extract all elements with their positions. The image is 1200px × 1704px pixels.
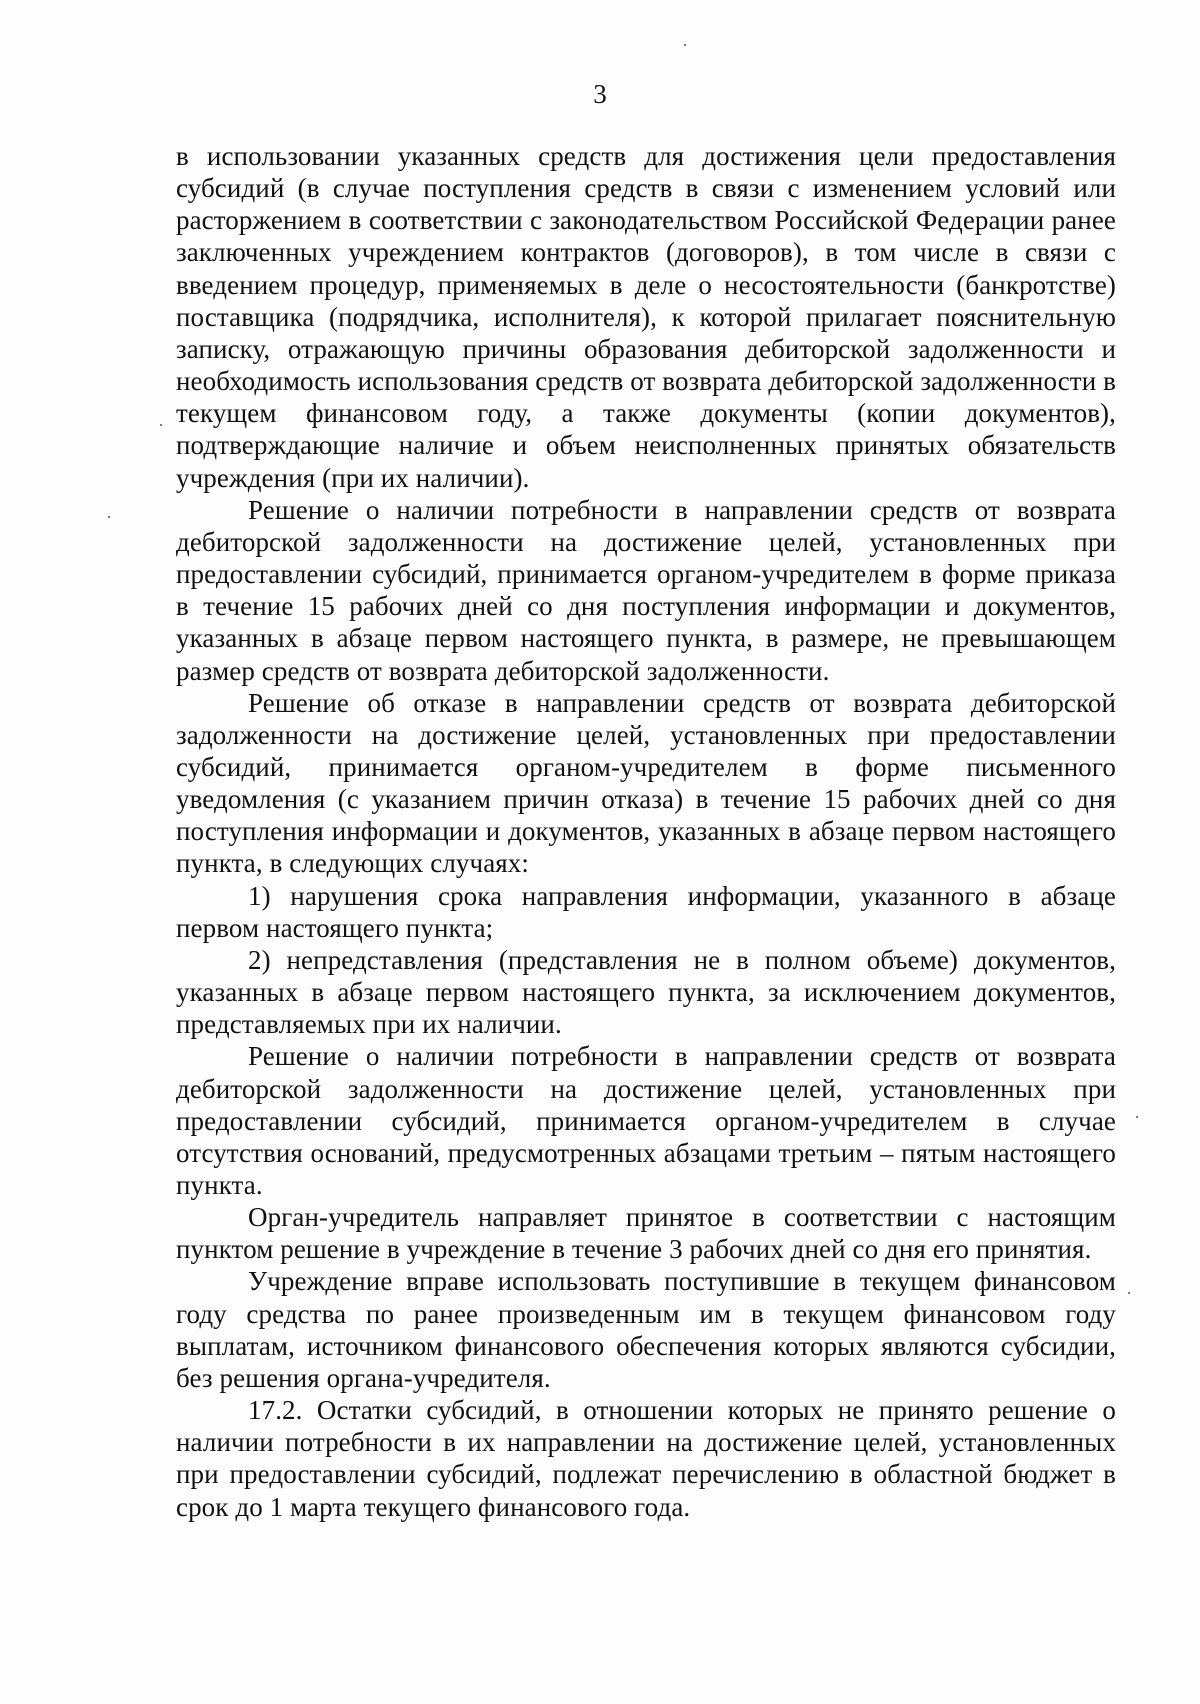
paragraph-decision-approval: Решение о наличии потребности в направлении средств от возврата дебиторской задолженности на достижение целей, установленных при предоставлении субсидий, принимается органом-учредителем в форме приказа в течение 15 рабочих дней со дня поступления информации и документов, указанных в абзаце первом настоящего пункта, в размере, не превышающем размер средств от возврата дебиторской задолженности. [176, 494, 1116, 686]
scan-speck [160, 424, 162, 426]
page-number: 3 [593, 79, 607, 109]
scan-speck [108, 516, 110, 518]
paragraph-founder-sends-decision: Орган-учредитель направляет принятое в соответствии с настоящим пунктом решение в учреждение в течение 3 рабочих дней со дня его принятия. [176, 1202, 1116, 1265]
paragraph-17-2: 17.2. Остатки субсидий, в отношении которых не принято решение о наличии потребности в их направлении на достижение целей, установленных при предоставлении субсидий, подлежат перечислению в областной бюджет в срок до 1 марта текущего финансового года. [176, 1395, 1116, 1522]
paragraph-continuation: в использовании указанных средств для достижения цели предоставления субсидий (в случае поступления средств в связи с изменением условий или расторжением в соответствии с законодательством Российской Федерации ранее заключенных учреждением контрактов (договоров), в том числе в связи с введением процедур, применяемых в деле о несостоятельности (банкротстве) поставщика (подрядчика, исполнителя), к которой прилагает пояснительную записку, отражающую причины образования дебиторской задолженности и необходимость использования средств от возврата дебиторской задолженности в текущем финансовом году, а также документы (копии документов), подтверждающие наличие и объем неисполненных принятых обязательств учреждения (при их наличии). [176, 141, 1116, 493]
scan-speck [1128, 1292, 1130, 1294]
paragraph-institution-right: Учреждение вправе использовать поступившие в текущем финансовом году средства по ранее произведенным им в текущем финансовом году выплатам, источником финансового обеспечения которых являются субсидии, без решения органа-учредителя. [176, 1266, 1116, 1393]
list-item-1: 1) нарушения срока направления информации, указанного в абзаце первом настоящего пункта; [176, 880, 1116, 943]
list-item-2: 2) непредставления (представления не в полном объеме) документов, указанных в абзаце первом настоящего пункта, за исключением документов, представляемых при их наличии. [176, 944, 1116, 1040]
body-text [176, 140, 1116, 1523]
scan-speck [684, 44, 686, 46]
scan-speck [1136, 1116, 1138, 1118]
paragraph-decision-refusal: Решение об отказе в направлении средств от возврата дебиторской задолженности на достижение целей, установленных при предоставлении субсидий, принимается органом-учредителем в форме письменного уведомления (с указанием причин отказа) в течение 15 рабочих дней со дня поступления информации и документов, указанных в абзаце первом настоящего пункта, в следующих случаях: [176, 687, 1116, 879]
paragraph-decision-no-grounds: Решение о наличии потребности в направлении средств от возврата дебиторской задолженности на достижение целей, установленных при предоставлении субсидий, принимается органом-учредителем в случае отсутствия оснований, предусмотренных абзацами третьим – пятым настоящего пункта. [176, 1041, 1116, 1200]
